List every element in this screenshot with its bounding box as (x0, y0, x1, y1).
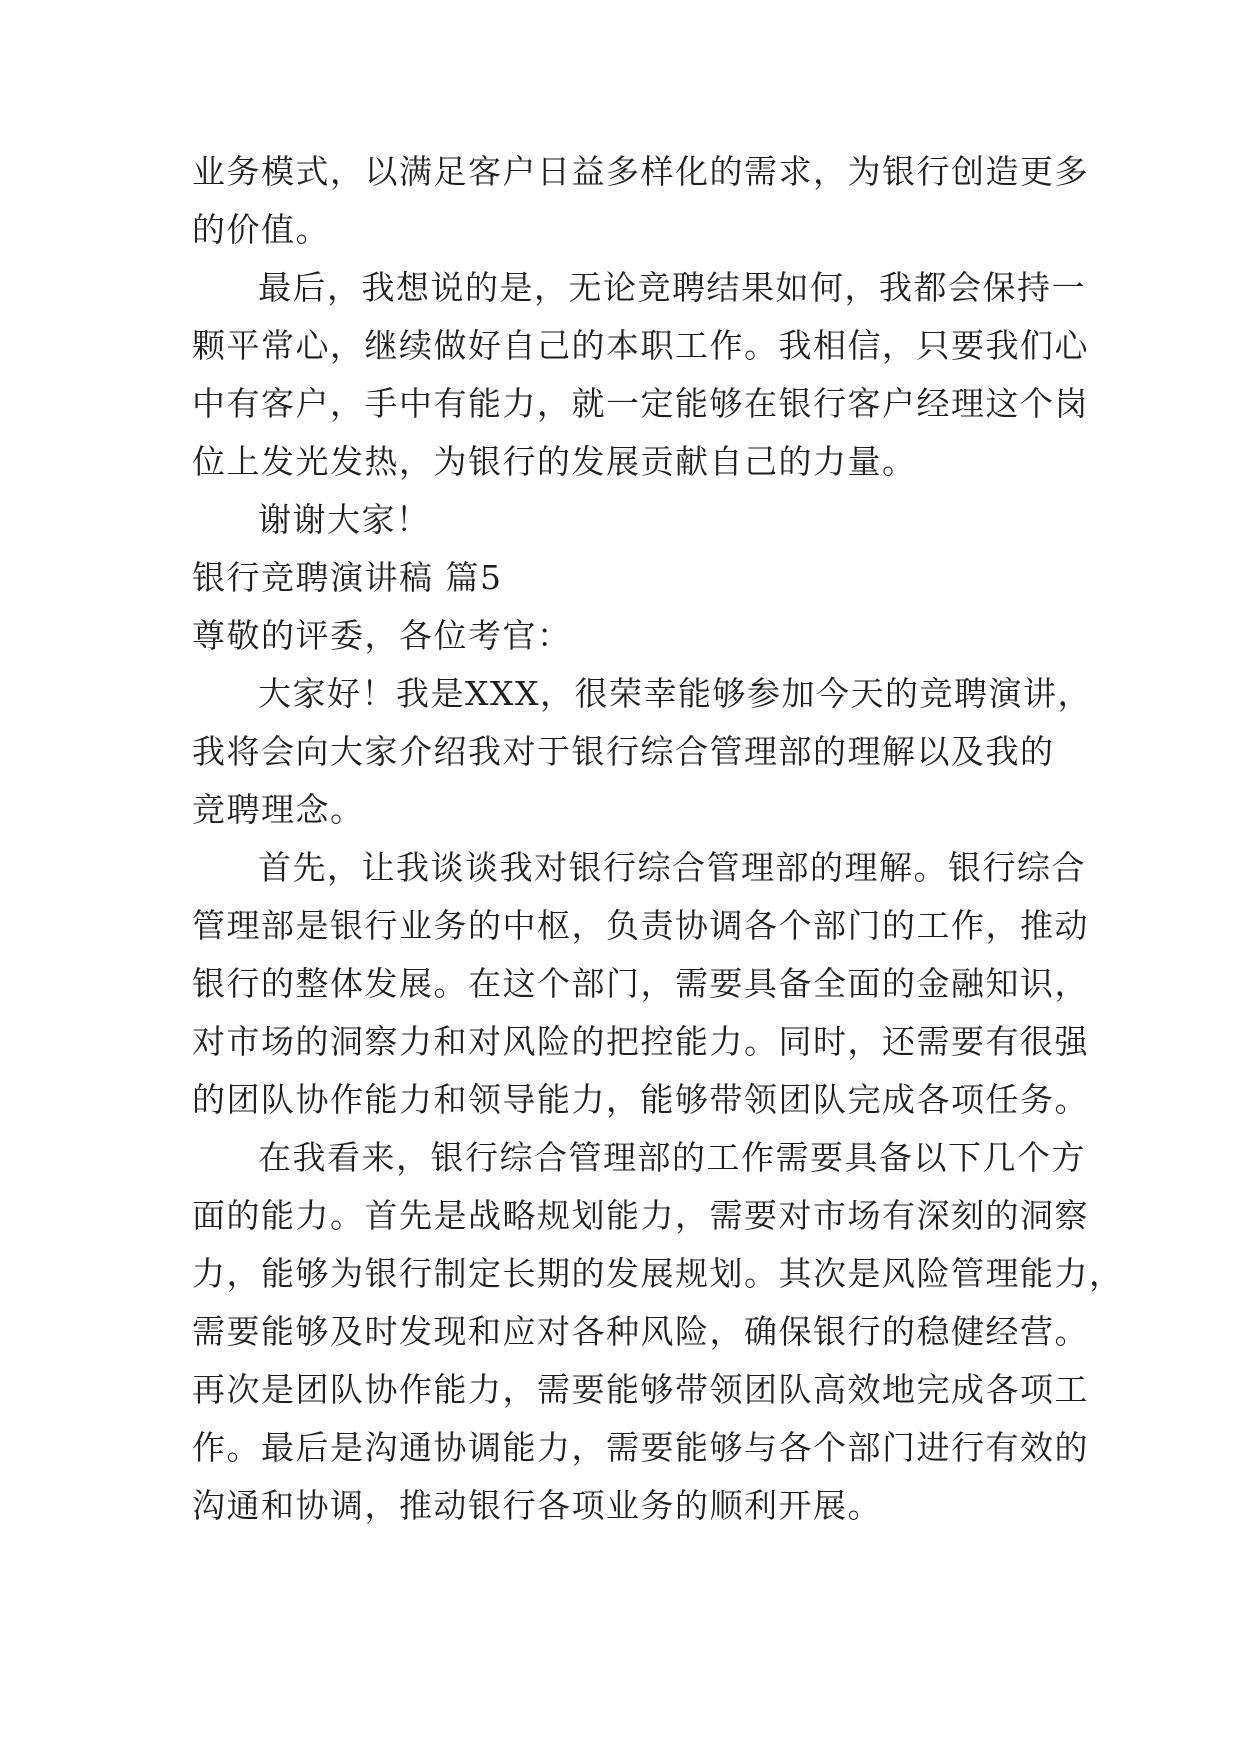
salutation: 尊敬的评委，各位考官： (192, 616, 572, 655)
text-line: 再次是团队协作能力，需要能够带领团队高效地完成各项工 (192, 1370, 1089, 1409)
text-line: 颗平常心，继续做好自己的本职工作。我相信，只要我们心 (192, 326, 1089, 365)
text-line: 需要能够及时发现和应对各种风险，确保银行的稳健经营。 (192, 1312, 1089, 1351)
text-line: 业务模式，以满足客户日益多样化的需求，为银行创造更多 (192, 152, 1089, 191)
text-line: 位上发光发热，为银行的发展贡献自己的力量。 (192, 442, 917, 481)
text-line: 力，能够为银行制定长期的发展规划。其次是风险管理能力， (192, 1254, 1124, 1293)
text-line: 银行的整体发展。在这个部门，需要具备全面的金融知识， (192, 964, 1089, 1003)
text-line: 首先，让我谈谈我对银行综合管理部的理解。银行综合 (258, 848, 1086, 887)
text-line: 的价值。 (192, 210, 330, 249)
text-line: 管理部是银行业务的中枢，负责协调各个部门的工作，推动 (192, 906, 1089, 945)
text-line: 竞聘理念。 (192, 790, 365, 829)
text-line: 的团队协作能力和领导能力，能够带领团队完成各项任务。 (192, 1080, 1089, 1119)
text-line: 中有客户，手中有能力，就一定能够在银行客户经理这个岗 (192, 384, 1089, 423)
text-line: 沟通和协调，推动银行各项业务的顺利开展。 (192, 1486, 882, 1525)
section-heading: 银行竞聘演讲稿 篇5 (192, 558, 503, 597)
text-line: 大家好！我是XXX，很荣幸能够参加今天的竞聘演讲， (258, 674, 1092, 713)
text-line: 在我看来，银行综合管理部的工作需要具备以下几个方 (258, 1138, 1086, 1177)
text-line: 作。最后是沟通协调能力，需要能够与各个部门进行有效的 (192, 1428, 1089, 1467)
text-line: 面的能力。首先是战略规划能力，需要对市场有深刻的洞察 (192, 1196, 1089, 1235)
text-line: 谢谢大家！ (258, 500, 431, 539)
text-line: 对市场的洞察力和对风险的把控能力。同时，还需要有很强 (192, 1022, 1089, 1061)
text-line: 我将会向大家介绍我对于银行综合管理部的理解以及我的 (192, 732, 1055, 771)
text-line: 最后，我想说的是，无论竞聘结果如何，我都会保持一 (258, 268, 1086, 307)
